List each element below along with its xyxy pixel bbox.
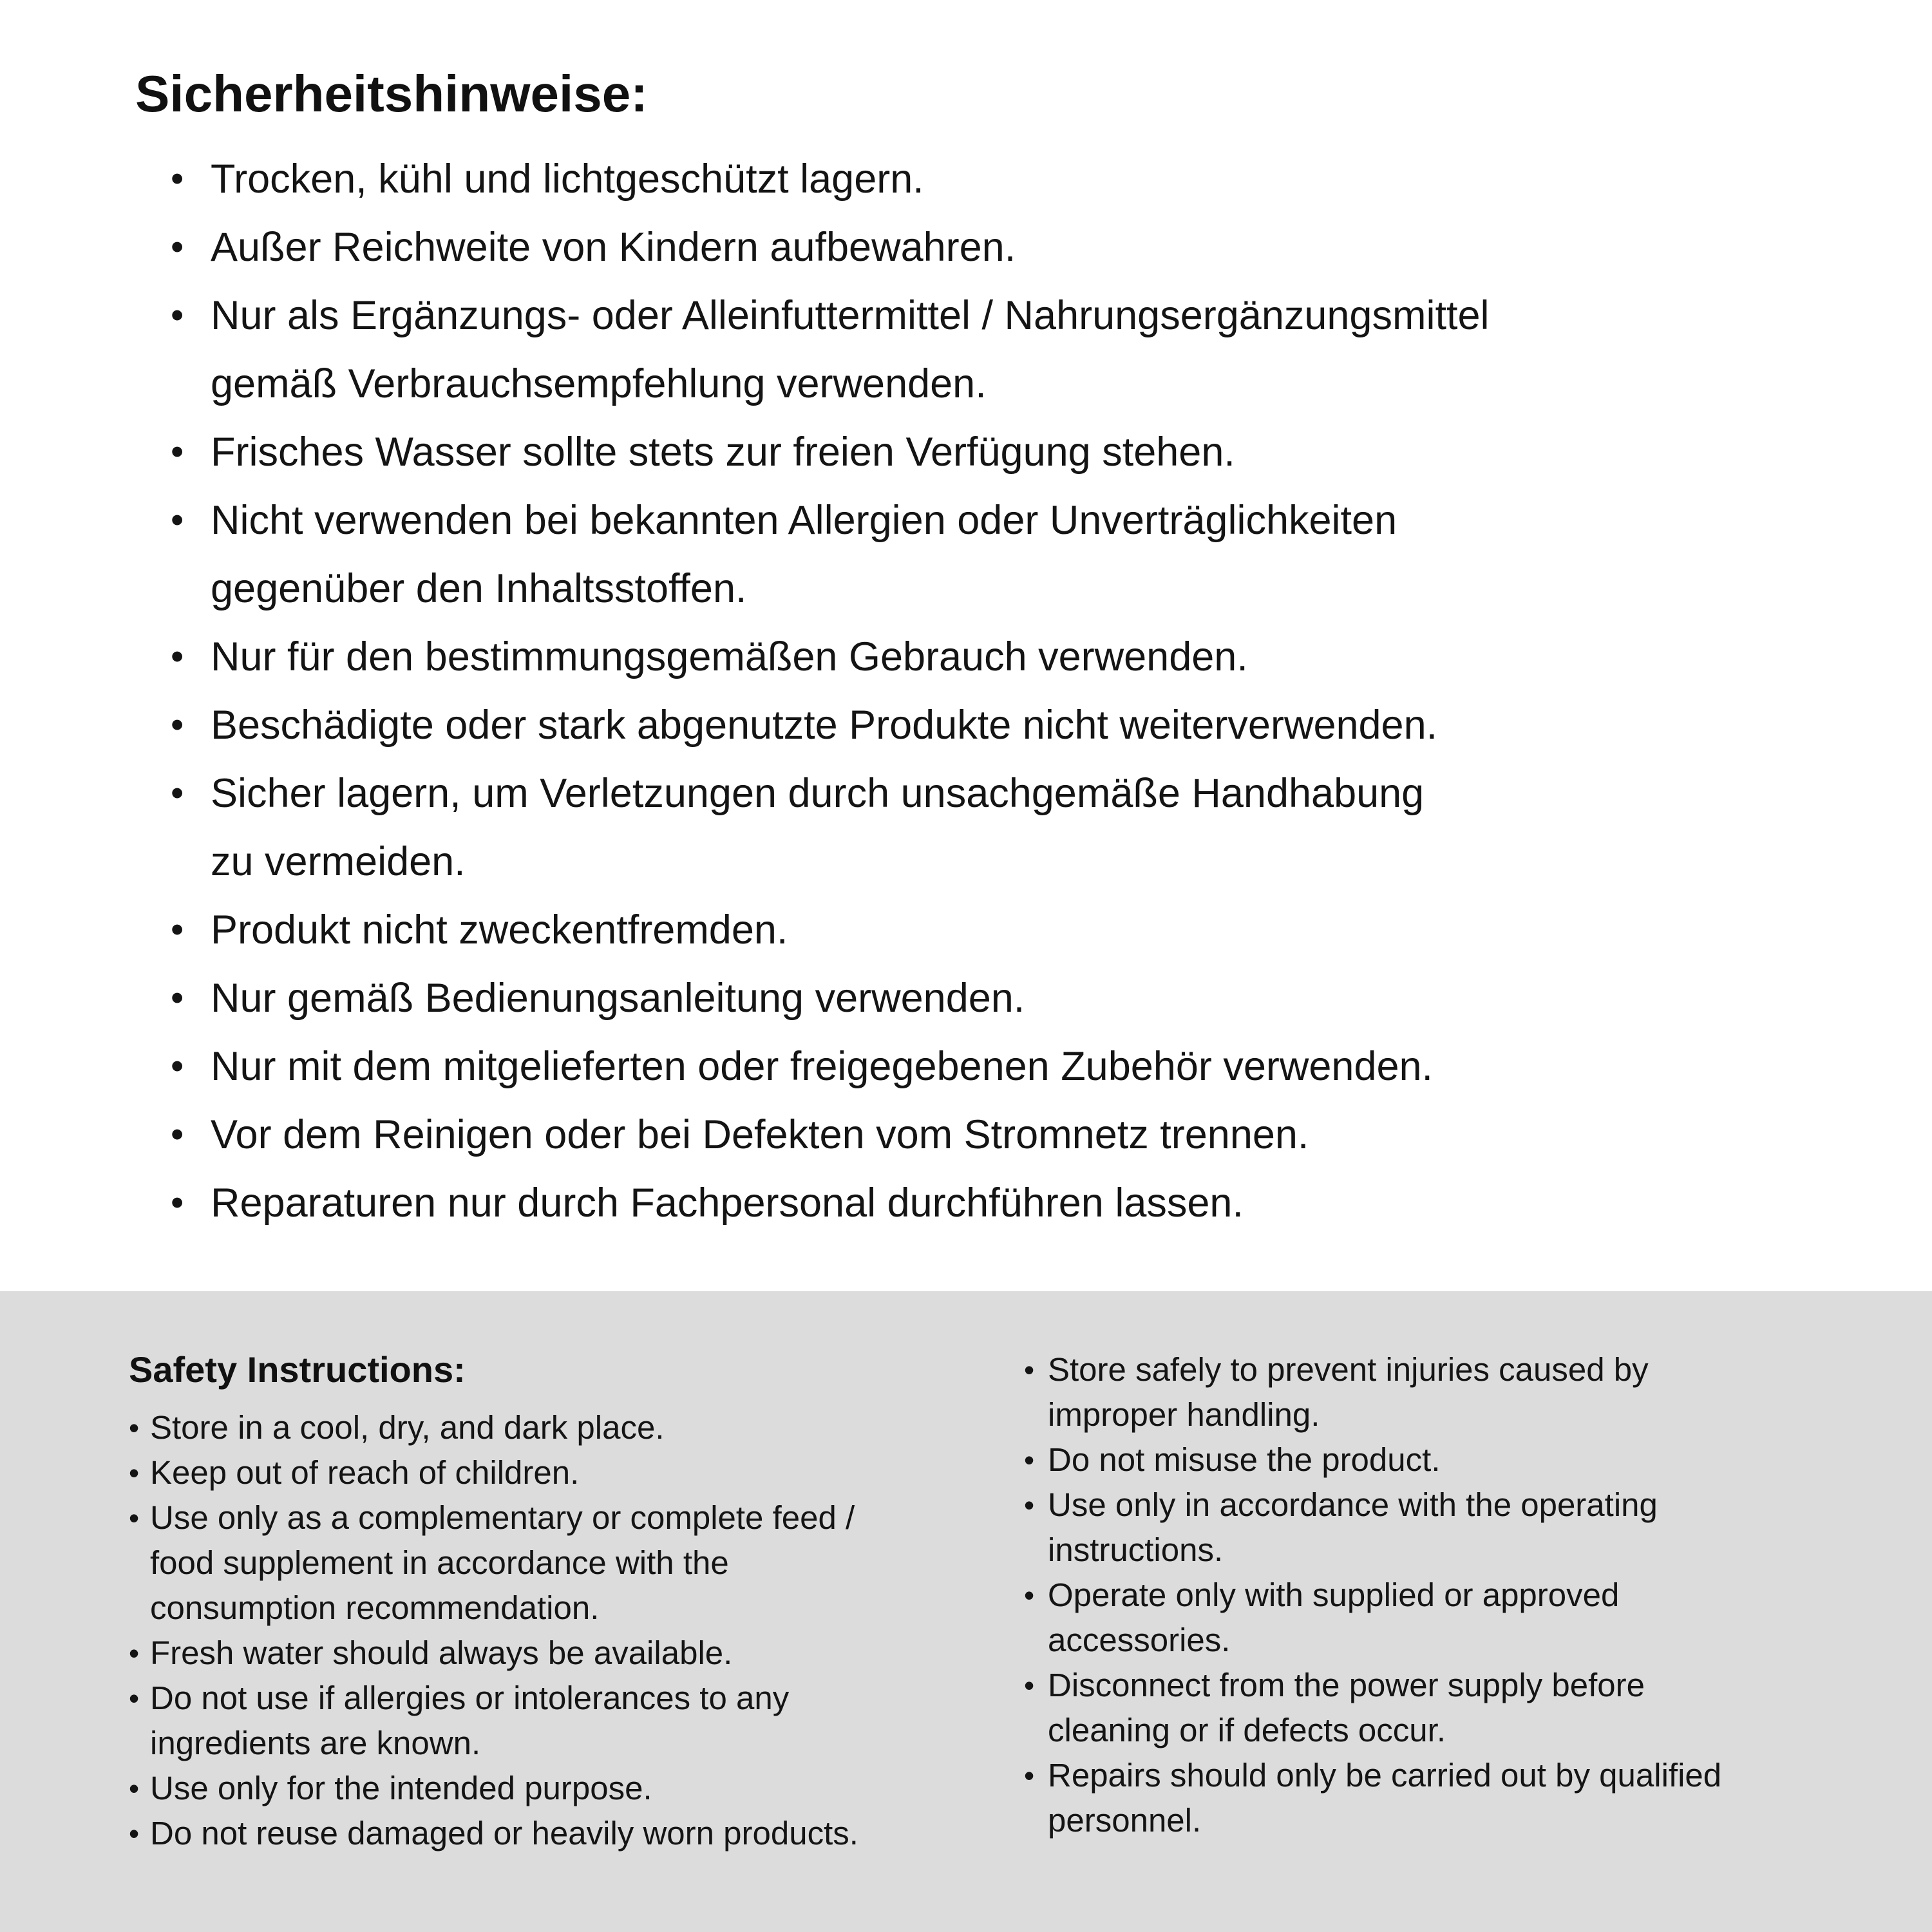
list-item xyxy=(1024,1437,1900,1482)
list-item-text: Repairs should only be carried out by qualified xyxy=(1048,1757,1722,1794)
english-section xyxy=(0,1291,1932,1932)
list-item xyxy=(129,1676,985,1721)
list-item-continuation xyxy=(171,828,1858,896)
list-item-text: Nur für den bestimmungsgemäßen Gebrauch verwenden. xyxy=(211,634,1248,679)
list-item-continuation xyxy=(129,1540,985,1586)
bullet-icon: • xyxy=(129,1772,140,1805)
list-item-text: Store safely to prevent injuries caused by xyxy=(1048,1351,1649,1388)
list-item-text: Sicher lagern, um Verletzungen durch unsachgemäße Handhabung xyxy=(211,771,1425,816)
list-item-continuation xyxy=(129,1586,985,1631)
list-item xyxy=(1024,1482,1900,1528)
english-left-list xyxy=(129,1405,985,1856)
list-item-text: cleaning or if defects occur. xyxy=(1048,1712,1446,1748)
list-item-text: instructions. xyxy=(1048,1531,1224,1568)
list-item xyxy=(171,1169,1858,1237)
list-item xyxy=(129,1495,985,1540)
bullet-icon: • xyxy=(171,499,184,541)
bullet-icon: • xyxy=(171,909,184,951)
bullet-icon: • xyxy=(1024,1353,1035,1387)
list-item-text: Do not use if allergies or intolerances to any xyxy=(150,1680,790,1716)
bullet-icon: • xyxy=(171,158,184,200)
list-item xyxy=(1024,1753,1900,1798)
german-bullet-list xyxy=(171,145,1858,1237)
list-item-text: zu vermeiden. xyxy=(211,839,466,884)
list-item-text: Nur als Ergänzungs- oder Alleinfuttermittel / Nahrungsergänzungsmittel xyxy=(211,293,1490,338)
list-item-text: Fresh water should always be available. xyxy=(150,1634,733,1671)
list-item-text: Store in a cool, dry, and dark place. xyxy=(150,1409,665,1446)
list-item-continuation xyxy=(1024,1392,1900,1437)
list-item-continuation xyxy=(171,350,1858,418)
list-item-text: Use only in accordance with the operating xyxy=(1048,1486,1658,1523)
english-right-column xyxy=(1024,1347,1900,1843)
bullet-icon: • xyxy=(171,977,184,1019)
list-item-text: accessories. xyxy=(1048,1622,1231,1658)
list-item-text: Beschädigte oder stark abgenutzte Produkte nicht weiterverwenden. xyxy=(211,703,1438,748)
list-item xyxy=(1024,1663,1900,1708)
list-item-text: Use only as a complementary or complete feed / xyxy=(150,1499,855,1536)
list-item xyxy=(1024,1347,1900,1392)
german-section-title: Sicherheitshinweise: xyxy=(135,65,648,122)
list-item xyxy=(171,759,1858,828)
bullet-icon: • xyxy=(171,1182,184,1224)
list-item xyxy=(171,418,1858,486)
bullet-icon: • xyxy=(129,1456,140,1490)
list-item xyxy=(171,281,1858,350)
list-item-text: Keep out of reach of children. xyxy=(150,1454,580,1491)
list-item xyxy=(171,896,1858,964)
bullet-icon: • xyxy=(171,1045,184,1087)
list-item-text: gegenüber den Inhaltsstoffen. xyxy=(211,566,747,611)
list-item-text: Außer Reichweite von Kindern aufbewahren. xyxy=(211,225,1016,270)
list-item xyxy=(129,1450,985,1495)
list-item xyxy=(129,1811,985,1856)
list-item-text: Use only for the intended purpose. xyxy=(150,1770,652,1806)
list-item-text: ingredients are known. xyxy=(150,1725,481,1761)
bullet-icon: • xyxy=(129,1817,140,1850)
list-item xyxy=(171,1101,1858,1169)
list-item xyxy=(129,1766,985,1811)
english-right-list xyxy=(1024,1347,1900,1843)
bullet-icon: • xyxy=(1024,1488,1035,1522)
list-item-text: Disconnect from the power supply before xyxy=(1048,1667,1645,1703)
list-item-continuation xyxy=(1024,1708,1900,1753)
list-item-text: gemäß Verbrauchsempfehlung verwenden. xyxy=(211,361,987,406)
list-item-text: consumption recommendation. xyxy=(150,1589,600,1626)
list-item-text: Do not misuse the product. xyxy=(1048,1441,1441,1478)
list-item-continuation xyxy=(1024,1798,1900,1843)
bullet-icon: • xyxy=(1024,1443,1035,1477)
list-item-continuation xyxy=(171,554,1858,623)
list-item-text: Nur gemäß Bedienungsanleitung verwenden. xyxy=(211,976,1025,1021)
list-item-text: food supplement in accordance with the xyxy=(150,1544,729,1581)
bullet-icon: • xyxy=(171,772,184,814)
list-item-text: Nicht verwenden bei bekannten Allergien oder Unverträglichkeiten xyxy=(211,498,1397,543)
bullet-icon: • xyxy=(171,704,184,746)
list-item xyxy=(1024,1573,1900,1618)
list-item xyxy=(129,1631,985,1676)
bullet-icon: • xyxy=(1024,1669,1035,1702)
list-item xyxy=(171,213,1858,281)
bullet-icon: • xyxy=(171,226,184,268)
list-item xyxy=(171,145,1858,213)
list-item xyxy=(171,486,1858,554)
list-item xyxy=(171,1032,1858,1101)
list-item-text: Vor dem Reinigen oder bei Defekten vom Stromnetz trennen. xyxy=(211,1112,1309,1157)
list-item xyxy=(129,1405,985,1450)
bullet-icon: • xyxy=(171,636,184,677)
list-item xyxy=(171,964,1858,1032)
list-item-text: Do not reuse damaged or heavily worn products. xyxy=(150,1815,858,1852)
list-item-text: Frisches Wasser sollte stets zur freien Verfügung stehen. xyxy=(211,430,1235,475)
bullet-icon: • xyxy=(1024,1759,1035,1792)
list-item xyxy=(171,691,1858,759)
list-item-text: Reparaturen nur durch Fachpersonal durchführen lassen. xyxy=(211,1180,1244,1226)
list-item xyxy=(171,623,1858,691)
list-item-text: Produkt nicht zweckentfremden. xyxy=(211,907,788,952)
english-section-title: Safety Instructions: xyxy=(129,1349,466,1390)
list-item-text: improper handling. xyxy=(1048,1396,1320,1433)
bullet-icon: • xyxy=(171,1113,184,1155)
list-item-text: personnel. xyxy=(1048,1802,1202,1839)
bullet-icon: • xyxy=(1024,1578,1035,1612)
bullet-icon: • xyxy=(129,1411,140,1444)
list-item-continuation xyxy=(129,1721,985,1766)
bullet-icon: • xyxy=(129,1501,140,1535)
bullet-icon: • xyxy=(129,1636,140,1670)
list-item-continuation xyxy=(1024,1618,1900,1663)
bullet-icon: • xyxy=(171,431,184,473)
list-item-text: Trocken, kühl und lichtgeschützt lagern. xyxy=(211,156,924,202)
list-item-text: Nur mit dem mitgelieferten oder freigegebenen Zubehör verwenden. xyxy=(211,1044,1434,1089)
english-left-column xyxy=(129,1347,985,1856)
list-item-text: Operate only with supplied or approved xyxy=(1048,1577,1620,1613)
bullet-icon: • xyxy=(129,1681,140,1715)
bullet-icon: • xyxy=(171,294,184,336)
list-item-continuation xyxy=(1024,1528,1900,1573)
